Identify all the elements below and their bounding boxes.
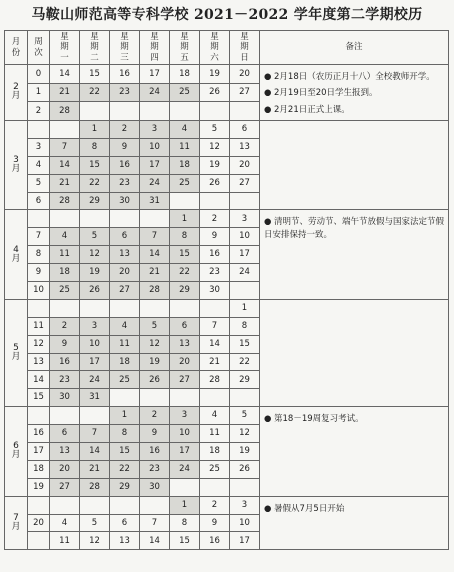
day-cell: 7 — [140, 228, 170, 246]
day-cell: 19 — [230, 442, 260, 460]
day-cell: 18 — [50, 264, 80, 282]
day-cell — [110, 389, 140, 407]
day-cell: 31 — [80, 389, 110, 407]
day-cell: 17 — [230, 532, 260, 550]
day-cell: 6 — [230, 120, 260, 138]
day-cell: 16 — [50, 353, 80, 371]
day-cell: 25 — [110, 371, 140, 389]
week-row — [5, 120, 449, 138]
month-label: 3 月 — [5, 120, 28, 209]
day-cell: 25 — [170, 83, 200, 102]
notes-cell — [260, 299, 449, 406]
day-cell: 17 — [230, 246, 260, 264]
day-cell — [140, 102, 170, 121]
day-cell: 14 — [50, 156, 80, 174]
day-cell: 20 — [110, 264, 140, 282]
day-cell: 5 — [200, 120, 230, 138]
calendar-body — [5, 65, 449, 550]
day-cell: 19 — [200, 65, 230, 84]
day-cell: 12 — [80, 532, 110, 550]
day-cell: 5 — [80, 514, 110, 532]
day-cell: 20 — [230, 65, 260, 84]
day-header: 星 期 五 — [170, 31, 200, 65]
page-title: 马鞍山师范高等专科学校 2021－2022 学年度第二学期校历 — [31, 7, 423, 23]
day-cell: 27 — [50, 478, 80, 496]
day-cell: 22 — [110, 460, 140, 478]
week-number: 12 — [28, 335, 50, 353]
day-cell — [200, 299, 230, 317]
week-number: 13 — [28, 353, 50, 371]
day-cell: 2 — [140, 407, 170, 425]
day-cell: 24 — [170, 460, 200, 478]
day-cell — [170, 478, 200, 496]
day-cell: 21 — [140, 264, 170, 282]
day-cell — [80, 407, 110, 425]
day-cell: 3 — [140, 120, 170, 138]
month-label: 2 月 — [5, 65, 28, 121]
day-cell: 8 — [170, 228, 200, 246]
week-number: 0 — [28, 65, 50, 84]
week-number: 18 — [28, 460, 50, 478]
day-cell: 30 — [140, 478, 170, 496]
bullet-icon: ● — [264, 414, 272, 425]
day-cell: 26 — [140, 371, 170, 389]
day-cell: 15 — [230, 335, 260, 353]
day-cell: 16 — [200, 246, 230, 264]
day-cell: 1 — [110, 407, 140, 425]
day-cell: 11 — [50, 246, 80, 264]
week-number: 1 — [28, 83, 50, 102]
day-header: 星 期 二 — [80, 31, 110, 65]
day-cell: 11 — [50, 532, 80, 550]
day-cell: 13 — [170, 335, 200, 353]
day-cell: 16 — [140, 442, 170, 460]
day-cell: 17 — [80, 353, 110, 371]
day-cell: 4 — [200, 407, 230, 425]
day-cell: 2 — [200, 496, 230, 514]
day-cell — [80, 210, 110, 228]
week-row — [5, 496, 449, 514]
day-cell: 15 — [80, 65, 110, 84]
day-cell: 14 — [140, 532, 170, 550]
day-cell: 13 — [230, 138, 260, 156]
day-cell: 3 — [170, 407, 200, 425]
week-number — [28, 120, 50, 138]
day-cell — [50, 496, 80, 514]
day-cell: 9 — [200, 514, 230, 532]
week-number: 15 — [28, 389, 50, 407]
day-cell: 3 — [230, 210, 260, 228]
day-cell: 1 — [230, 299, 260, 317]
day-cell — [230, 389, 260, 407]
day-cell — [170, 299, 200, 317]
day-cell: 18 — [200, 442, 230, 460]
header-row — [5, 31, 449, 65]
note-item: ● 清明节、劳动节、端午节放假与国家法定节假日安排保持一致。 — [264, 217, 445, 240]
day-cell: 4 — [50, 228, 80, 246]
month-label: 6 月 — [5, 407, 28, 496]
day-cell — [170, 192, 200, 210]
notes-cell — [260, 496, 449, 550]
day-cell: 15 — [110, 442, 140, 460]
day-cell: 23 — [50, 371, 80, 389]
day-cell: 26 — [230, 460, 260, 478]
day-cell: 26 — [200, 174, 230, 192]
day-cell — [110, 299, 140, 317]
day-cell — [200, 389, 230, 407]
day-cell: 10 — [230, 514, 260, 532]
week-number: 16 — [28, 425, 50, 443]
note-item: ● 2月19日至20日学生报到。 — [264, 88, 378, 99]
day-cell: 1 — [80, 120, 110, 138]
day-cell: 24 — [140, 83, 170, 102]
week-number — [28, 407, 50, 425]
notes-cell — [260, 407, 449, 496]
day-cell: 21 — [80, 460, 110, 478]
day-cell — [80, 102, 110, 121]
day-cell — [140, 389, 170, 407]
day-cell: 28 — [200, 371, 230, 389]
day-cell: 8 — [230, 317, 260, 335]
day-cell: 6 — [50, 425, 80, 443]
day-cell — [50, 407, 80, 425]
day-cell: 19 — [200, 156, 230, 174]
week-number: 2 — [28, 102, 50, 121]
bullet-icon: ● — [264, 72, 272, 82]
day-header: 星 期 日 — [230, 31, 260, 65]
day-cell: 18 — [170, 65, 200, 84]
calendar-table — [4, 30, 449, 550]
note-item: ● 2月21日正式上课。 — [264, 104, 350, 115]
note-item: ● 暑假从7月5日开始 — [264, 503, 345, 514]
week-number: 17 — [28, 442, 50, 460]
week-number: 3 — [28, 138, 50, 156]
bullet-icon: ● — [264, 503, 272, 514]
day-cell: 3 — [80, 317, 110, 335]
day-cell — [110, 102, 140, 121]
day-cell: 15 — [80, 156, 110, 174]
day-cell: 1 — [170, 210, 200, 228]
day-cell: 22 — [170, 264, 200, 282]
day-cell: 30 — [110, 192, 140, 210]
week-row — [5, 407, 449, 425]
day-cell — [140, 496, 170, 514]
day-cell: 27 — [110, 281, 140, 299]
week-number — [28, 532, 50, 550]
day-cell: 2 — [50, 317, 80, 335]
day-cell: 9 — [140, 425, 170, 443]
week-number — [28, 299, 50, 317]
week-number: 10 — [28, 281, 50, 299]
day-cell: 13 — [110, 246, 140, 264]
week-number — [28, 210, 50, 228]
day-cell: 1 — [170, 496, 200, 514]
day-cell: 17 — [170, 442, 200, 460]
day-header: 星 期 六 — [200, 31, 230, 65]
bullet-icon: ● — [264, 104, 272, 115]
day-cell: 15 — [170, 532, 200, 550]
week-number: 8 — [28, 246, 50, 264]
day-cell: 24 — [80, 371, 110, 389]
day-cell — [80, 496, 110, 514]
day-cell: 5 — [80, 228, 110, 246]
day-cell: 22 — [230, 353, 260, 371]
day-cell: 20 — [170, 353, 200, 371]
week-number — [28, 496, 50, 514]
day-cell — [200, 102, 230, 121]
day-cell: 29 — [170, 281, 200, 299]
day-cell: 28 — [50, 102, 80, 121]
day-cell: 30 — [200, 281, 230, 299]
day-cell: 9 — [50, 335, 80, 353]
week-row — [5, 65, 449, 84]
week-header: 周 次 — [28, 31, 50, 65]
day-cell: 22 — [80, 174, 110, 192]
day-cell: 13 — [50, 442, 80, 460]
notes-cell — [260, 65, 449, 121]
day-cell: 11 — [170, 138, 200, 156]
day-cell: 14 — [50, 65, 80, 84]
day-cell — [230, 102, 260, 121]
day-cell: 29 — [110, 478, 140, 496]
week-number: 19 — [28, 478, 50, 496]
day-cell: 23 — [110, 83, 140, 102]
day-cell — [170, 389, 200, 407]
day-cell: 9 — [200, 228, 230, 246]
day-header: 星 期 四 — [140, 31, 170, 65]
day-cell — [170, 102, 200, 121]
day-header: 星 期 三 — [110, 31, 140, 65]
day-cell: 30 — [50, 389, 80, 407]
week-number: 11 — [28, 317, 50, 335]
day-cell — [50, 210, 80, 228]
week-number: 20 — [28, 514, 50, 532]
week-number: 6 — [28, 192, 50, 210]
day-cell: 2 — [200, 210, 230, 228]
day-cell: 19 — [80, 264, 110, 282]
week-number: 7 — [28, 228, 50, 246]
day-cell — [230, 478, 260, 496]
day-cell: 24 — [140, 174, 170, 192]
note-item: ● 2月18日（农历正月十八）全校教师开学。 — [264, 72, 435, 82]
day-cell: 9 — [110, 138, 140, 156]
day-cell: 20 — [230, 156, 260, 174]
day-cell — [140, 210, 170, 228]
day-cell: 14 — [140, 246, 170, 264]
day-cell: 14 — [80, 442, 110, 460]
day-cell: 16 — [110, 65, 140, 84]
day-cell: 10 — [140, 138, 170, 156]
day-cell: 24 — [230, 264, 260, 282]
day-cell: 21 — [50, 83, 80, 102]
note-item: ● 第18－19周复习考试。 — [264, 414, 364, 425]
week-number: 5 — [28, 174, 50, 192]
day-cell: 4 — [50, 514, 80, 532]
day-cell — [80, 299, 110, 317]
day-cell — [110, 210, 140, 228]
day-cell: 8 — [80, 138, 110, 156]
day-cell: 11 — [110, 335, 140, 353]
day-cell: 14 — [200, 335, 230, 353]
day-cell: 28 — [50, 192, 80, 210]
day-cell: 15 — [170, 246, 200, 264]
week-number: 4 — [28, 156, 50, 174]
day-cell: 29 — [80, 192, 110, 210]
notes-cell — [260, 210, 449, 299]
day-cell: 22 — [80, 83, 110, 102]
day-cell: 12 — [80, 246, 110, 264]
day-cell: 23 — [200, 264, 230, 282]
day-cell: 11 — [200, 425, 230, 443]
day-cell: 19 — [140, 353, 170, 371]
day-cell: 16 — [200, 532, 230, 550]
day-cell: 3 — [230, 496, 260, 514]
day-cell: 12 — [200, 138, 230, 156]
day-cell: 23 — [140, 460, 170, 478]
day-cell — [140, 299, 170, 317]
week-row — [5, 210, 449, 228]
day-cell: 25 — [170, 174, 200, 192]
day-header: 星 期 一 — [50, 31, 80, 65]
day-cell: 6 — [110, 514, 140, 532]
day-cell: 27 — [170, 371, 200, 389]
day-cell: 12 — [230, 425, 260, 443]
day-cell — [50, 299, 80, 317]
day-cell — [230, 281, 260, 299]
day-cell: 29 — [230, 371, 260, 389]
day-cell: 5 — [140, 317, 170, 335]
notes-header: 备注 — [260, 31, 449, 65]
day-cell: 5 — [230, 407, 260, 425]
day-cell: 25 — [200, 460, 230, 478]
day-cell: 4 — [110, 317, 140, 335]
day-cell: 28 — [80, 478, 110, 496]
month-label: 7 月 — [5, 496, 28, 550]
day-cell: 10 — [230, 228, 260, 246]
day-cell: 16 — [110, 156, 140, 174]
day-cell: 12 — [140, 335, 170, 353]
week-row — [5, 299, 449, 317]
day-cell: 2 — [110, 120, 140, 138]
day-cell: 27 — [230, 174, 260, 192]
day-cell: 6 — [110, 228, 140, 246]
day-cell: 8 — [170, 514, 200, 532]
day-cell: 6 — [170, 317, 200, 335]
day-cell: 7 — [200, 317, 230, 335]
week-number: 14 — [28, 371, 50, 389]
bullet-icon: ● — [264, 88, 272, 99]
day-cell — [50, 120, 80, 138]
day-cell: 18 — [110, 353, 140, 371]
month-label: 4 月 — [5, 210, 28, 299]
day-cell: 8 — [110, 425, 140, 443]
day-cell: 17 — [140, 65, 170, 84]
day-cell: 7 — [140, 514, 170, 532]
day-cell — [110, 496, 140, 514]
day-cell: 7 — [50, 138, 80, 156]
day-cell: 7 — [80, 425, 110, 443]
day-cell: 10 — [80, 335, 110, 353]
day-cell — [200, 192, 230, 210]
day-cell: 20 — [50, 460, 80, 478]
day-cell: 4 — [170, 120, 200, 138]
notes-cell — [260, 120, 449, 209]
day-cell: 26 — [200, 83, 230, 102]
day-cell: 31 — [140, 192, 170, 210]
day-cell: 26 — [80, 281, 110, 299]
day-cell: 23 — [110, 174, 140, 192]
month-label: 5 月 — [5, 299, 28, 406]
day-cell: 18 — [170, 156, 200, 174]
day-cell: 10 — [170, 425, 200, 443]
day-cell: 21 — [200, 353, 230, 371]
week-number: 9 — [28, 264, 50, 282]
day-cell: 13 — [110, 532, 140, 550]
day-cell: 17 — [140, 156, 170, 174]
day-cell: 25 — [50, 281, 80, 299]
day-cell — [230, 192, 260, 210]
day-cell: 27 — [230, 83, 260, 102]
month-header: 月 份 — [5, 31, 28, 65]
bullet-icon: ● — [264, 217, 272, 228]
day-cell: 28 — [140, 281, 170, 299]
day-cell: 21 — [50, 174, 80, 192]
day-cell — [200, 478, 230, 496]
